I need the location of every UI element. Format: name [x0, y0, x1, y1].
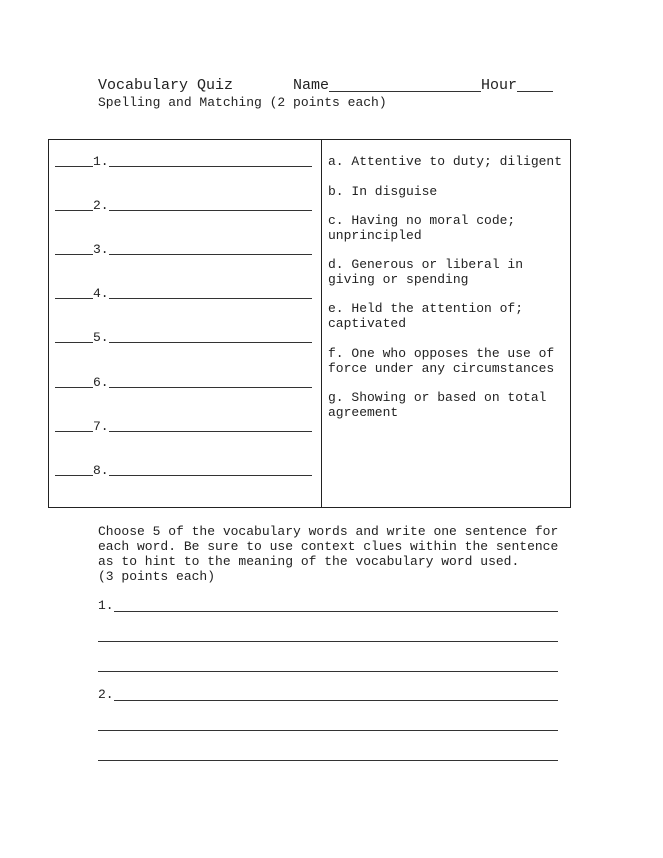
- spelling-item: [55, 198, 312, 213]
- spelling-word-blank[interactable]: [109, 154, 312, 167]
- spelling-item: [55, 375, 312, 390]
- definition-f: f. One who opposes the use of force under any circumstances: [328, 346, 555, 376]
- spelling-number: 5.: [93, 330, 109, 345]
- match-letter-blank[interactable]: [55, 154, 93, 167]
- spelling-word-blank[interactable]: [109, 463, 312, 476]
- spelling-item: [55, 154, 312, 169]
- spelling-item: [55, 242, 312, 257]
- spelling-number: 3.: [93, 242, 109, 257]
- spelling-word-blank[interactable]: [109, 419, 312, 432]
- spelling-item: [55, 286, 312, 301]
- section-subtitle: Spelling and Matching (2 points each): [98, 95, 387, 110]
- sentence-number: 1.: [98, 598, 114, 613]
- hour-field[interactable]: [517, 77, 553, 92]
- match-letter-blank[interactable]: [55, 419, 93, 432]
- sentence-number: 2.: [98, 687, 114, 702]
- spelling-item: [55, 463, 312, 478]
- definition-b: b. In disguise: [328, 184, 438, 199]
- spelling-word-blank[interactable]: [109, 330, 312, 343]
- spelling-item: [55, 419, 312, 434]
- spelling-word-blank[interactable]: [109, 242, 312, 255]
- spelling-number: 2.: [93, 198, 109, 213]
- sentence-line[interactable]: [114, 700, 558, 701]
- quiz-title: Vocabulary Quiz: [98, 77, 234, 94]
- sentence-line[interactable]: [98, 671, 558, 672]
- sentence-instructions: [98, 524, 568, 584]
- sentence-line[interactable]: [114, 611, 558, 612]
- quiz-header: [98, 77, 553, 94]
- spelling-number: 4.: [93, 286, 109, 301]
- hour-label: Hour: [481, 77, 518, 94]
- name-field[interactable]: [329, 77, 481, 92]
- matching-box: [48, 139, 571, 508]
- column-divider: [321, 140, 322, 507]
- definition-c: c. Having no moral code; unprincipled: [328, 213, 516, 243]
- spelling-word-blank[interactable]: [109, 198, 312, 211]
- spelling-item: [55, 330, 312, 345]
- spelling-number: 8.: [93, 463, 109, 478]
- match-letter-blank[interactable]: [55, 375, 93, 388]
- definition-d: d. Generous or liberal in giving or spending: [328, 257, 524, 287]
- match-letter-blank[interactable]: [55, 330, 93, 343]
- sentence-line[interactable]: [98, 760, 558, 761]
- match-letter-blank[interactable]: [55, 463, 93, 476]
- spelling-word-blank[interactable]: [109, 375, 312, 388]
- spelling-number: 1.: [93, 154, 109, 169]
- match-letter-blank[interactable]: [55, 286, 93, 299]
- spelling-word-blank[interactable]: [109, 286, 312, 299]
- sentence-line[interactable]: [98, 730, 558, 731]
- name-label: Name: [293, 77, 330, 94]
- definition-e: e. Held the attention of; captivated: [328, 301, 524, 331]
- points-note: (3 points each): [98, 569, 216, 584]
- match-letter-blank[interactable]: [55, 242, 93, 255]
- spelling-number: 6.: [93, 375, 109, 390]
- match-letter-blank[interactable]: [55, 198, 93, 211]
- instructions-text: Choose 5 of the vocabulary words and write one sentence for each word. Be sure to use context clues within the sentence as to hint to the meaning of the vocabulary word used.: [98, 524, 559, 569]
- definition-g: g. Showing or based on total agreement: [328, 390, 547, 420]
- spelling-number: 7.: [93, 419, 109, 434]
- sentence-line[interactable]: [98, 641, 558, 642]
- definition-a: a. Attentive to duty; diligent: [328, 154, 563, 169]
